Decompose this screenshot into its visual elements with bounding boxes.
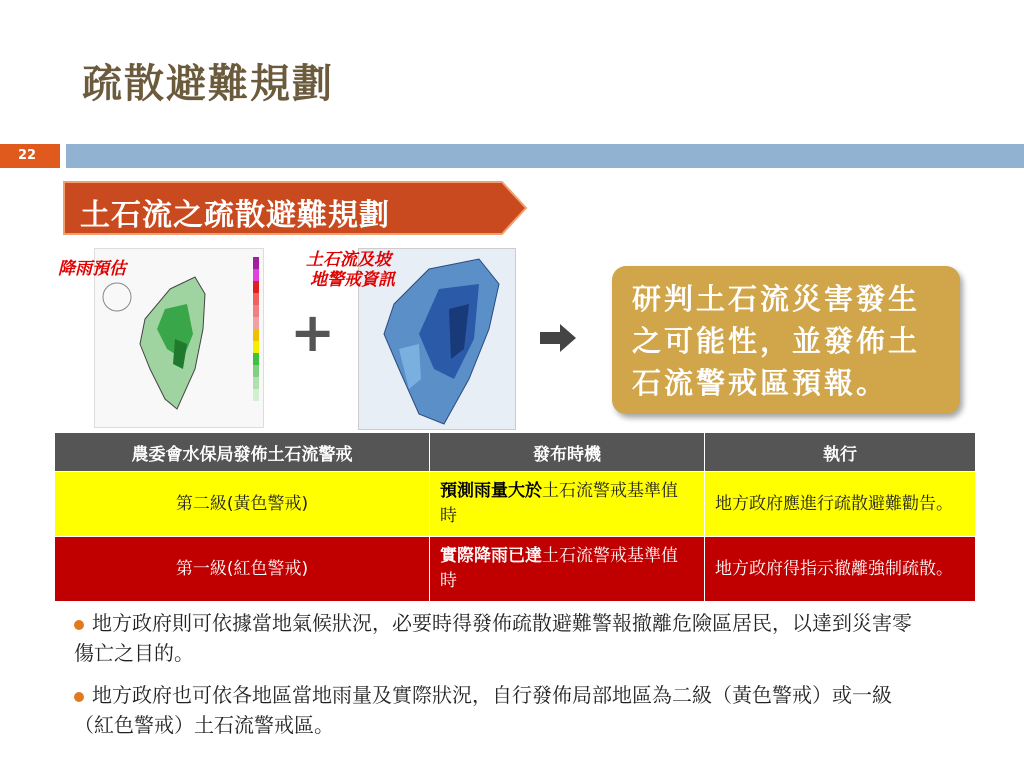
level-cell: 第一級(紅色警戒) [55,537,430,602]
bullet-item [74,680,924,740]
debris-flow-info-label-line1: 土石流及坡 [306,250,391,270]
debris-flow-info-label [306,250,395,290]
header-timing: 發布時機 [430,433,705,472]
rainfall-forecast-label: 降雨預估 [58,259,126,279]
header-action: 執行 [705,433,976,472]
plus-icon: + [290,301,336,364]
table-header-row [55,433,976,472]
bullet-item [74,608,924,668]
action-cell: 地方政府應進行疏散避難勸告。 [705,472,976,537]
action-cell: 地方政府得指示撤離強制疏散。 [705,537,976,602]
right-arrow-icon [538,322,578,354]
timing-emphasis: 實際降雨已達 [440,546,542,566]
bullet-dot-icon [74,620,84,630]
level-cell: 第二級(黃色警戒) [55,472,430,537]
timing-text: 土石流警戒基準值時 [440,481,678,526]
header-bar [66,144,1024,168]
debris-flow-info-label-line2: 地警戒資訊 [310,270,395,290]
bullet-text: 地方政府也可依各地區當地雨量及實際狀況，自行發佈局部地區為二級（黃色警戒）或一級（紅色警戒）土石流警戒區。 [74,683,892,737]
page-title: 疏散避難規劃 [82,61,334,107]
section-subtitle: 土石流之疏散避難規劃 [80,198,390,233]
timing-emphasis: 預測雨量大於 [440,481,542,501]
header-issuer: 農委會水保局發佈土石流警戒 [55,433,430,472]
result-callout-text: 研判土石流災害發生之可能性，並發佈土石流警戒區預報。 [632,282,921,400]
timing-text: 土石流警戒基準值時 [440,546,678,591]
slide-number: 22 [18,148,37,163]
warning-levels-table [54,432,976,602]
table-row-yellow [55,472,976,537]
timing-cell [430,537,705,602]
bullet-text: 地方政府則可依據當地氣候狀況，必要時得發佈疏散避難警報撤離危險區居民，以達到災害零傷亡之目的。 [74,611,912,665]
timing-cell [430,472,705,537]
bullet-dot-icon [74,692,84,702]
table-row-red [55,537,976,602]
